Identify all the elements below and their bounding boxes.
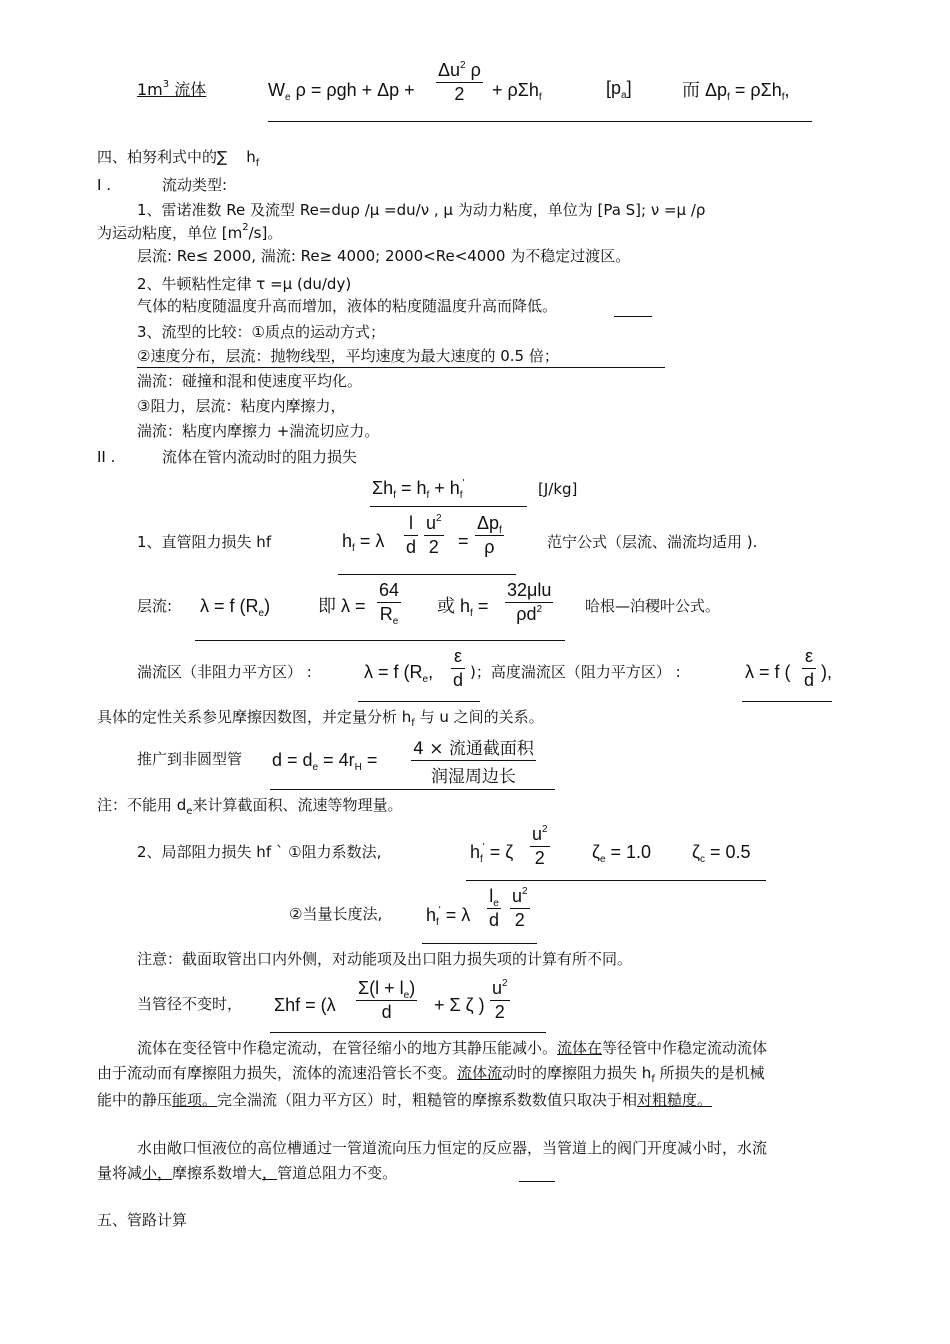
laminar-note: 哈根—泊稷叶公式。 — [585, 597, 721, 615]
straight-label: 1、直管阻力损失 hf — [137, 533, 272, 551]
turbulent-line2: 具体的定性关系参见摩擦因数图，并定量分析 $h_f$ 与 u 之间的关系。 — [97, 708, 544, 729]
laminar-frac-32: 32μlu $\rho d^2$ — [507, 580, 552, 624]
part2-heading: II . — [97, 448, 116, 466]
local-zeta-c: $\zeta_c = 0.5$ — [692, 842, 751, 865]
laminar-expr: λ = f $(R_e)$ — [200, 596, 271, 619]
local-h2: $h_f' = \lambda$ — [426, 905, 471, 928]
item2-blank — [614, 316, 652, 317]
noncircular-note: 注：不能用 $d_e$来计算截面积、流速等物理量。 — [97, 796, 403, 817]
turbulent-rule2 — [742, 701, 832, 702]
header-fraction: $\Delta u^2$ ρ 2 — [438, 60, 481, 104]
laminar-label: 层流: — [137, 597, 173, 615]
section5-title: 五、管路计算 — [97, 1211, 188, 1229]
header-label: $1m^3$ 流体 — [137, 79, 207, 99]
item2-line1: 2、牛顿粘性定律 τ =μ (du/dy) — [137, 275, 352, 293]
header-rule — [268, 121, 812, 122]
header-formula: $W_e$ ρ = ρgh + Δp + — [268, 80, 415, 103]
turbulent-rule1 — [358, 701, 480, 702]
paragraph2-blank — [519, 1181, 555, 1182]
item3-line1: 3、流型的比较：①质点的运动方式； — [137, 323, 385, 341]
item1-line2: 为运动粘度，单位 $[m^2/s]$。 — [97, 222, 283, 242]
item3-line2: ②速度分布，层流：抛物线型，平均速度为最大速度的 0.5 倍； — [137, 347, 559, 365]
local-rule2 — [422, 943, 537, 944]
part1-title: 流动类型: — [162, 176, 228, 194]
item3-underline — [137, 367, 665, 368]
straight-note: 范宁公式（层流、湍流均适用 ). — [547, 533, 758, 551]
section4-title: 四、柏努利式中的∑ $h_f$ — [97, 148, 260, 169]
turbulent-expr: λ = f ($R_e$, — [364, 662, 434, 685]
constant-frac-u2: $u^2$ 2 — [492, 978, 508, 1022]
turbulent-expr2: λ = f ( — [745, 662, 791, 682]
straight-frac-l-d: l d — [406, 513, 417, 557]
item1-line1: 1、雷诺准数 Re 及流型 Re=duρ /μ =du/ν , μ 为动力粘度，单位为 [Pa S]; ν =μ /ρ — [137, 201, 706, 219]
paragraph-1: 流体在变径管中作稳定流动，在管径缩小的地方其静压能减小。流体在等径管中作稳定流动流体由于流动而有摩擦阻力损失，流体的流速沿管长不变。流体流动时的摩擦阻力损失 $h_f$ 所损失的是机械能中的静压能项。完全湍流（阻力平方区）时，粗糙管的摩擦系数数值只取决于相对粗糙度。 — [97, 1039, 768, 1109]
straight-h: $h_f = \lambda$ — [342, 531, 385, 554]
constant-expr: Σhf = (λ — [274, 995, 336, 1015]
local-rule — [466, 880, 766, 881]
part2-title: 流体在管内流动时的阻力损失 — [162, 448, 358, 466]
straight-frac-dp: $\Delta p_f$ ρ — [477, 513, 502, 557]
item3-line5: 湍流：粘度内摩擦力 +湍流切应力。 — [137, 422, 380, 440]
local-frac-u2b: $u^2$ 2 — [512, 886, 528, 930]
sum-formula: $\Sigma h_f = h_f + h_f'$ — [372, 478, 465, 501]
constant-label: 当管径不变时， — [137, 995, 243, 1013]
laminar-frac-64: 64 $R_e$ — [379, 580, 400, 627]
straight-frac-u2: $u^2$ 2 — [426, 513, 442, 557]
noncircular-rule — [270, 789, 555, 790]
local-label: 2、局部阻力损失 hf ` ①阻力系数法, — [137, 843, 382, 861]
local-method2: ②当量长度法, — [289, 905, 383, 923]
laminar-ji: 即 λ = — [318, 596, 366, 616]
local-frac-u2: $u^2$ 2 — [532, 824, 548, 868]
noncircular-expr: $d = d_e = 4r_H$ = — [272, 750, 378, 773]
part1-heading: I . — [97, 176, 111, 194]
laminar-or: 或 $h_f$ = — [437, 596, 489, 619]
local-zeta-e: $\zeta_e = 1.0$ — [592, 842, 652, 865]
local-frac-le-d: $l_e$ d — [489, 886, 500, 930]
laminar-rule — [195, 640, 565, 641]
sum-rule — [370, 506, 527, 507]
turbulent-frac-eps: ε d — [453, 646, 464, 690]
constant-frac-sum: $\Sigma(l + l_e)$ d — [358, 978, 416, 1022]
header-unit: $[p_a]$ — [606, 78, 632, 101]
constant-rule — [270, 1032, 546, 1033]
item3-line4: ③阻力，层流：粘度内摩擦力， — [137, 397, 346, 415]
item2-line2: 气体的粘度随温度升高而增加，液体的粘度随温度升高而降低。 — [137, 297, 558, 315]
turbulent-label: 湍流区（非阻力平方区） : — [137, 663, 312, 681]
local-note: 注意：截面取管出口内外侧，对动能项及出口阻力损失项的计算有所不同。 — [137, 950, 633, 968]
paragraph-2: 水由敞口恒液位的高位槽通过一管道流向压力恒定的反应器，当管道上的阀门开度减小时，水流量将减小，摩擦系数增大，管道总阻力不变。 — [97, 1139, 768, 1182]
noncircular-frac: 4 × 流通截面积 润湿周边长 — [413, 739, 534, 787]
straight-rule — [338, 574, 516, 575]
turbulent-frac-eps2: ε d — [804, 646, 815, 690]
turbulent-end: ), — [821, 662, 832, 682]
straight-eq2: = — [458, 531, 469, 551]
turbulent-high: )；高度湍流区（阻力平方区） : — [470, 663, 681, 681]
sum-unit: [J/kg] — [538, 480, 578, 498]
constant-mid: + Σ ζ ) — [434, 995, 485, 1015]
noncircular-label: 推广到非圆型管 — [137, 750, 243, 768]
header-formula-tail: + ρΣh$_f$ — [492, 80, 542, 103]
item3-line3: 湍流：碰撞和混和使速度平均化。 — [137, 372, 363, 390]
item1-line3: 层流: Re≤ 2000, 湍流: Re≥ 4000; 2000<Re<4000 为不稳定过渡区。 — [137, 247, 631, 265]
local-h: $h_f' = \zeta$ — [470, 842, 514, 865]
header-and-formula: 而 $\Delta p_f = \rho\Sigma h_f$, — [682, 80, 790, 103]
